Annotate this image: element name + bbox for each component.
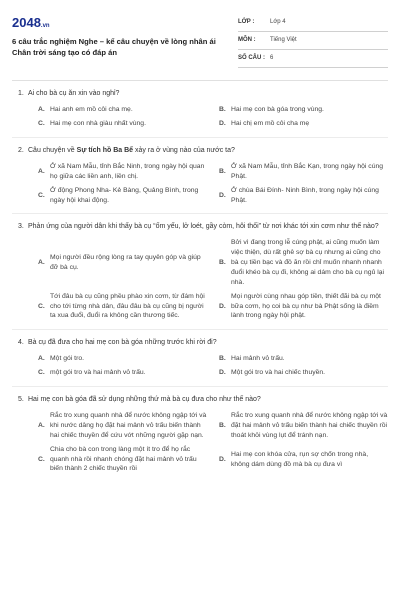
question-divider xyxy=(12,213,388,214)
option-text: Mọi người cùng nhau góp tiền, thiết đãi bà cụ một bữa cơm, họ coi bà cụ như bà Phật sống là điềm lành trong ngày hội phật. xyxy=(231,292,381,320)
option-letter: C. xyxy=(38,191,45,199)
question-number: 3. xyxy=(18,223,24,231)
option-text: Rắc tro xung quanh nhà để nước không ngập tới và đặt hai mảnh vỏ trấu biến thành hai chiếc thuyền rồi thoát khỏi vùng lụt để tránh nạn. xyxy=(231,412,388,439)
question-text xyxy=(12,146,388,156)
option-letter: B. xyxy=(219,422,226,430)
option-text: Hai mẹ con bà góa trong vùng. xyxy=(231,106,324,114)
meta-row-class xyxy=(238,14,388,32)
option-letter: C. xyxy=(38,119,45,127)
option-a[interactable] xyxy=(38,105,207,115)
option-b[interactable] xyxy=(219,162,388,182)
option-c[interactable] xyxy=(38,119,207,129)
document-title: 6 câu trắc nghiệm Nghe – kể câu chuyện về lòng nhân ái Chân trời sáng tạo có đáp án xyxy=(12,37,216,57)
question-text-pre: Câu chuyện về xyxy=(28,146,77,154)
logo-suffix-text: .vn xyxy=(40,23,50,29)
option-d[interactable] xyxy=(219,119,388,129)
option-d[interactable] xyxy=(219,368,388,378)
meta-value: Lớp 4 xyxy=(270,19,286,26)
option-text: Ở xã Nam Mẫu, tỉnh Bắc Ninh, trong ngày hội quan họ giữa các liền anh, liền chị. xyxy=(50,162,205,180)
option-letter: D. xyxy=(219,119,226,127)
option-a[interactable] xyxy=(38,162,207,182)
option-d[interactable] xyxy=(219,186,388,206)
meta-row-subject xyxy=(238,32,388,50)
option-c[interactable] xyxy=(38,292,207,322)
option-letter: B. xyxy=(219,167,226,175)
answer-options xyxy=(12,238,388,321)
answer-options xyxy=(12,354,388,378)
question-1 xyxy=(12,89,388,138)
story-title: Sự tích hồ Ba Bể xyxy=(76,146,134,154)
option-letter: C. xyxy=(38,302,45,310)
answer-options xyxy=(12,105,388,129)
document-header xyxy=(12,12,388,74)
question-5 xyxy=(12,395,388,474)
option-text: Tới đâu bà cụ cũng phều phào xin cơm, từ đám hội cho tới từng nhà dân, đâu đâu bà cụ cũng bị người ta xua đuổi, đuổi ra không cần thương tiếc. xyxy=(50,292,205,320)
option-text: Hai mẹ con khóa cửa, rụn sợ chốn trong nhà, không dám dùng đồ mà bà cụ đưa vì xyxy=(231,450,369,468)
question-text xyxy=(12,222,388,232)
option-text: Hai mảnh vỏ trấu. xyxy=(231,355,285,363)
option-a[interactable] xyxy=(38,238,207,287)
option-a[interactable] xyxy=(38,354,207,364)
meta-table xyxy=(238,14,388,74)
question-2 xyxy=(12,146,388,215)
question-body: Phản ứng của người dân khi thấy bà cụ “ốm yếu, lở loét, gầy còm, hôi thối” từ nơi khác tới xin cơm như thế nào? xyxy=(28,223,379,231)
question-number: 4. xyxy=(18,339,24,347)
option-letter: B. xyxy=(219,106,226,114)
question-body: Ai cho bà cụ ăn xin vào nghỉ? xyxy=(28,90,120,97)
question-number: 5. xyxy=(18,396,24,404)
option-b[interactable] xyxy=(219,411,388,441)
option-b[interactable] xyxy=(219,105,388,115)
option-c[interactable] xyxy=(38,186,207,206)
option-text: Rắc tro xung quanh nhà để nước không ngập tới và khi nước dâng họ đặt hai mảnh vỏ trấu biến thành hai chiếc thuyền để cứu vớt những người gặp nạn. xyxy=(50,412,207,439)
question-number: 2. xyxy=(18,146,24,154)
option-d[interactable] xyxy=(219,445,388,475)
option-letter: A. xyxy=(38,422,45,430)
logo-main-text: 2048 xyxy=(12,15,41,30)
question-text xyxy=(12,89,388,99)
option-text: Ở xã Nam Mẫu, tỉnh Bắc Kạn, trong ngày hội cúng Phật. xyxy=(231,162,384,180)
option-d[interactable] xyxy=(219,292,388,322)
option-text: Một gói tro và hai chiếc thuyền. xyxy=(231,369,326,377)
option-letter: A. xyxy=(38,355,45,363)
option-letter: C. xyxy=(38,369,45,377)
question-number: 1. xyxy=(18,90,24,97)
meta-label: SỐ CÂU : xyxy=(238,55,265,62)
header-left xyxy=(12,12,217,74)
question-divider xyxy=(12,329,388,330)
question-body: Hai mẹ con bà góa đã sử dụng những thứ mà bà cụ đưa cho như thế nào? xyxy=(28,396,261,404)
question-3 xyxy=(12,222,388,330)
meta-label: MÔN : xyxy=(238,37,256,44)
question-4 xyxy=(12,338,388,387)
question-divider xyxy=(12,386,388,387)
question-body: Bà cụ đã đưa cho hai mẹ con bà góa những trước khi rời đi? xyxy=(28,339,217,347)
question-body xyxy=(28,146,388,156)
meta-value: 6 xyxy=(270,55,274,62)
question-divider xyxy=(12,137,388,138)
answer-options xyxy=(12,411,388,474)
option-text: Mọi người đều rộng lòng ra tay quyên góp và giúp đỡ bà cụ. xyxy=(50,254,201,272)
option-letter: B. xyxy=(219,355,226,363)
meta-value: Tiếng Việt xyxy=(270,37,297,44)
meta-label: LỚP : xyxy=(238,19,255,26)
option-text: Một gói tro. xyxy=(50,355,84,363)
option-text: Bởi vì đang trong lễ cúng phật, ai cũng muốn làm việc thiện, dù rất ghê sợ bà cụ nhưng ai cũng cho bà cụ tiền bạc và đồ ăn rồi chỉ muốn nhanh nhanh đuổi khéo bà cụ đi, không ai dám cho bà cụ ngủ lại nhà. xyxy=(231,239,385,286)
option-text: Hai mẹ con nhà giàu nhất vùng. xyxy=(50,119,146,127)
question-text xyxy=(12,395,388,405)
option-letter: A. xyxy=(38,106,45,114)
option-text: Chia cho bà con trong làng một ít tro để họ rắc quanh nhà rồi nhanh chóng đặt hai mảnh vỏ trấu biến thành 2 chiếc thuyền rồi xyxy=(50,445,197,473)
option-letter: D. xyxy=(219,191,226,199)
site-logo[interactable] xyxy=(12,16,217,29)
option-letter: D. xyxy=(219,302,226,310)
option-b[interactable] xyxy=(219,238,388,287)
option-text: Ở động Phong Nha- Kẻ Bàng, Quảng Bình, trong ngày hội khai động. xyxy=(50,186,199,204)
option-letter: A. xyxy=(38,167,45,175)
option-c[interactable] xyxy=(38,445,207,475)
meta-row-count xyxy=(238,50,388,68)
option-letter: D. xyxy=(219,455,226,463)
option-c[interactable] xyxy=(38,368,207,378)
option-a[interactable] xyxy=(38,411,207,441)
answer-options xyxy=(12,162,388,205)
option-letter: D. xyxy=(219,369,226,377)
option-text: Ở chùa Bái Đính- Ninh Bình, trong ngày hội cúng Phật. xyxy=(231,186,379,204)
option-letter: A. xyxy=(38,259,45,267)
option-b[interactable] xyxy=(219,354,388,364)
question-text-post: xảy ra ở vùng nào của nước ta? xyxy=(133,146,235,154)
header-divider xyxy=(12,80,388,81)
question-text xyxy=(12,338,388,348)
option-letter: B. xyxy=(219,259,226,267)
option-text: Hai chị em mồ côi cha mẹ xyxy=(231,119,310,127)
option-letter: C. xyxy=(38,455,45,463)
option-text: Hai anh em mồ côi cha mẹ. xyxy=(50,106,133,114)
option-text: một gói tro và hai mảnh vỏ trấu. xyxy=(50,369,146,377)
